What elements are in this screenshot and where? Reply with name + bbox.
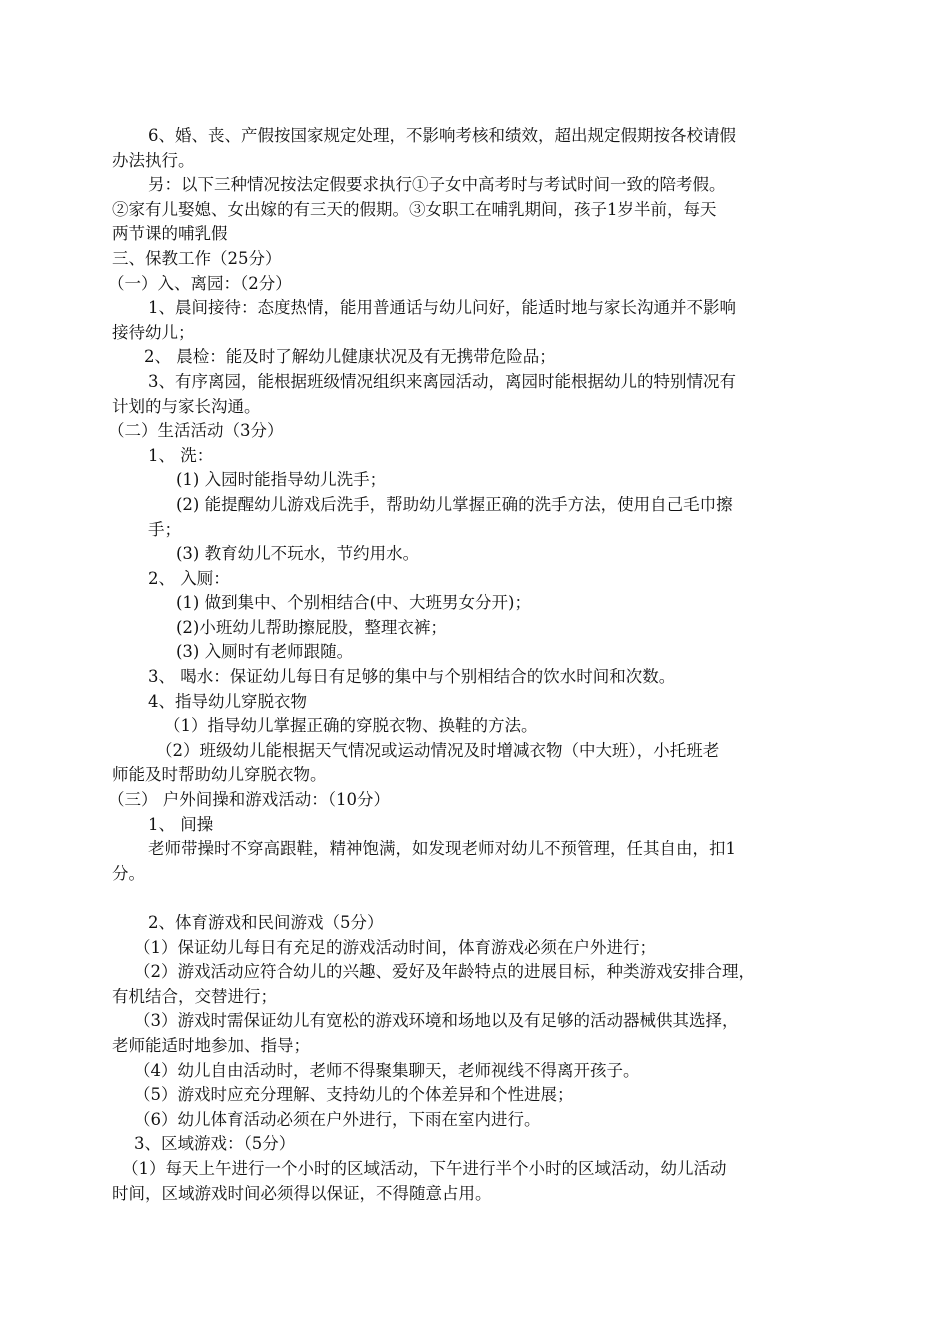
text-line: （6）幼儿体育活动必须在户外进行，下雨在室内进行。 <box>134 1109 541 1129</box>
text-line: （1）每天上午进行一个小时的区域活动，下午进行半个小时的区域活动，幼儿活动 <box>122 1158 727 1178</box>
text-line: 两节课的哺乳假 <box>112 224 228 244</box>
text-line: （一）入、离园：（2分） <box>108 273 292 293</box>
text-line: 手； <box>148 519 181 539</box>
text-line: （4）幼儿自由活动时，老师不得聚集聊天，老师视线不得离开孩子。 <box>134 1060 640 1080</box>
text-line: （1）指导幼儿掌握正确的穿脱衣物、换鞋的方法。 <box>164 716 538 736</box>
text-line: 老师带操时不穿高跟鞋，精神饱满，如发现老师对幼儿不预管理，任其自由，扣1 <box>148 839 736 859</box>
text-line: 2、 入厕： <box>148 568 230 588</box>
text-line: 分。 <box>112 863 145 883</box>
text-line: 4、指导幼儿穿脱衣物 <box>148 691 307 711</box>
text-line: (3) 入厕时有老师跟随。 <box>176 642 354 662</box>
text-line: （2）游戏活动应符合幼儿的兴趣、爱好及年龄特点的进展目标，种类游戏安排合理， <box>134 962 755 982</box>
text-line: (2)小班幼儿帮助擦屁股，整理衣裤； <box>176 617 447 637</box>
text-line: 6、婚、丧、产假按国家规定处理，不影响考核和绩效，超出规定假期按各校请假 <box>148 126 736 145</box>
text-line: 1、 洗： <box>148 445 214 465</box>
text-line: （3）游戏时需保证幼儿有宽松的游戏环境和场地以及有足够的活动器械供其选择， <box>134 1011 739 1031</box>
text-line: 3、 喝水：保证幼儿每日有足够的集中与个别相结合的饮水时间和次数。 <box>148 667 676 687</box>
text-line: 1、 间操 <box>148 814 214 834</box>
text-line: 3、有序离园，能根据班级情况组织来离园活动，离园时能根据幼儿的特别情况有 <box>148 371 736 391</box>
text-line: （1）保证幼儿每日有充足的游戏活动时间，体育游戏必须在户外进行； <box>134 937 656 957</box>
text-line: 有机结合，交替进行； <box>112 986 277 1006</box>
document-page <box>108 124 842 1206</box>
text-line: 师能及时帮助幼儿穿脱衣物。 <box>112 765 327 785</box>
text-line <box>112 886 842 911</box>
text-line: 接待幼儿； <box>112 322 195 342</box>
text-line: (2) 能提醒幼儿游戏后洗手，帮助幼儿掌握正确的洗手方法，使用自己毛巾擦 <box>176 494 733 514</box>
text-line: 三、保教工作（25分） <box>112 248 282 268</box>
text-line: 计划的与家长沟通。 <box>112 396 261 416</box>
text-line: （5）游戏时应充分理解、支持幼儿的个体差异和个性进展； <box>134 1085 574 1105</box>
text-line: 1、晨间接待：态度热情，能用普通话与幼儿问好，能适时地与家长沟通并不影响 <box>148 298 736 318</box>
text-line: 办法执行。 <box>112 150 195 170</box>
text-line: (1) 入园时能指导幼儿洗手； <box>176 470 387 490</box>
text-line: 3、区域游戏：（5分） <box>134 1134 296 1154</box>
text-line: （二）生活活动（3分） <box>108 421 284 441</box>
text-line: (1) 做到集中、个别相结合(中、大班男女分开)； <box>176 593 531 613</box>
text-line: （三） 户外间操和游戏活动：（10分） <box>108 790 390 810</box>
text-line: 2、体育游戏和民间游戏（5分） <box>148 913 384 932</box>
text-line: （2）班级幼儿能根据天气情况或运动情况及时增减衣物（中大班），小托班老 <box>156 740 720 760</box>
text-line: ②家有儿娶媳、女出嫁的有三天的假期。③女职工在哺乳期间，孩子1岁半前，每天 <box>112 199 717 219</box>
text-line: 另：以下三种情况按法定假要求执行①子女中高考时与考试时间一致的陪考假。 <box>148 175 726 195</box>
text-line: 老师能适时地参加、指导； <box>112 1035 310 1055</box>
text-line: 时间，区域游戏时间必须得以保证，不得随意占用。 <box>112 1183 492 1203</box>
text-line: (3) 教育幼儿不玩水，节约用水。 <box>176 544 420 564</box>
text-line: 2、 晨检：能及时了解幼儿健康状况及有无携带危险品； <box>144 347 556 367</box>
